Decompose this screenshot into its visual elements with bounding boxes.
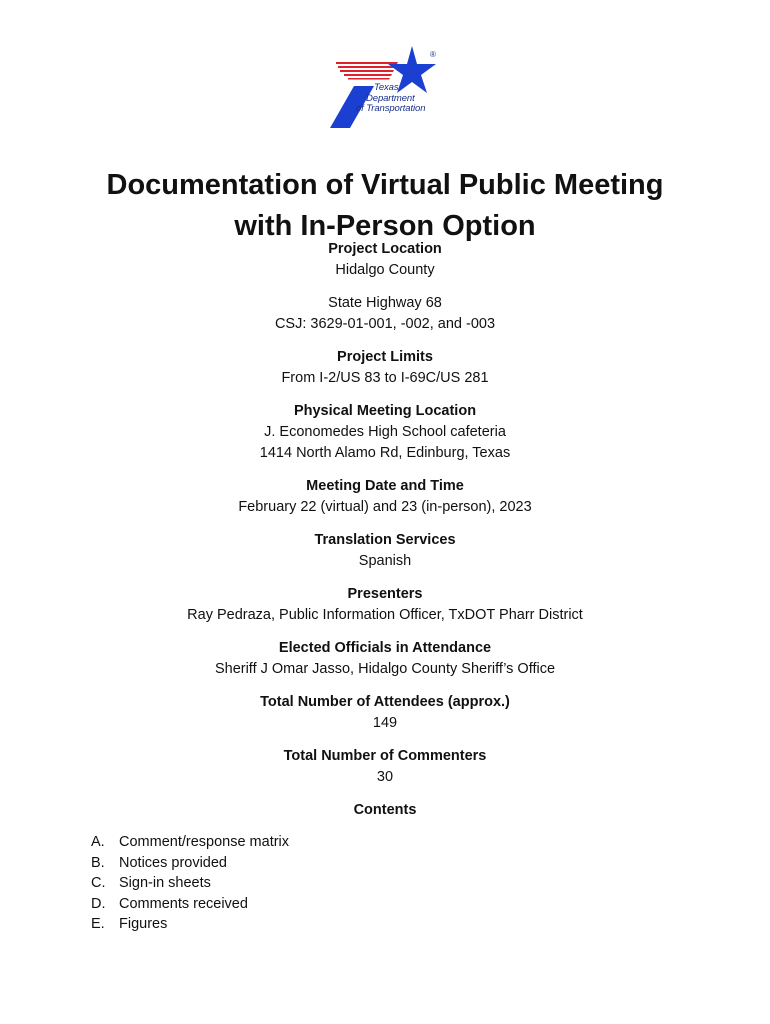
meeting-date-section <box>0 476 770 518</box>
attendees-value: 149 <box>372 715 398 731</box>
elected-officials-section <box>0 638 770 680</box>
list-item-text: Comment/response matrix <box>119 834 290 850</box>
list-item-text: Sign-in sheets <box>119 875 211 892</box>
list-item <box>91 853 289 874</box>
meeting-date-label: Meeting Date and Time <box>306 478 464 494</box>
contents-heading-section <box>0 800 770 821</box>
logo-line-1: Texas <box>374 82 399 93</box>
attendees-section <box>0 692 770 734</box>
presenters-label: Presenters <box>347 586 423 602</box>
presenters-value: Ray Pedraza, Public Information Officer, TxDOT Pharr District <box>187 607 583 623</box>
list-item <box>91 914 289 935</box>
txdot-logo <box>326 42 444 130</box>
physical-location-line-2: 1414 North Alamo Rd, Edinburg, Texas <box>259 445 511 461</box>
commenters-label: Total Number of Commenters <box>283 748 487 764</box>
logo-line-3: of Transportation <box>356 103 426 114</box>
logo-wordmark <box>356 83 425 115</box>
list-item-letter: E. <box>91 916 105 933</box>
project-county: Hidalgo County <box>335 262 435 278</box>
presenters-section <box>0 584 770 626</box>
list-item <box>91 894 289 915</box>
meeting-date-value: February 22 (virtual) and 23 (in-person), 2023 <box>238 499 532 515</box>
list-item <box>91 873 289 894</box>
commenters-section <box>0 746 770 788</box>
logo-line-2: Department <box>366 92 415 104</box>
list-item-letter: D. <box>91 895 106 912</box>
attendees-label: Total Number of Attendees (approx.) <box>260 694 510 710</box>
list-item <box>91 832 289 853</box>
contents-label: Contents <box>353 802 417 818</box>
elected-officials-label: Elected Officials in Attendance <box>278 640 492 656</box>
project-location-label: Project Location <box>328 241 442 257</box>
list-item-text: Comments received <box>119 895 248 912</box>
list-item-letter: A. <box>91 834 105 850</box>
project-location-section <box>0 239 770 281</box>
project-limits-label: Project Limits <box>337 349 433 365</box>
physical-location-label: Physical Meeting Location <box>293 403 477 419</box>
project-limits-value: From I-2/US 83 to I-69C/US 281 <box>281 370 489 386</box>
contents-list <box>91 832 289 935</box>
list-item-text: Notices provided <box>119 854 227 871</box>
project-highway: State Highway 68 <box>328 295 442 311</box>
project-csj: CSJ: 3629-01-001, -002, and -003 <box>274 316 496 332</box>
list-item-text: Figures <box>119 916 168 933</box>
translation-value: Spanish <box>358 553 412 569</box>
registered-mark: ® <box>430 50 436 59</box>
title-line-1: Documentation of Virtual Public Meeting <box>106 169 664 202</box>
list-item-letter: C. <box>91 875 106 892</box>
elected-officials-value: Sheriff J Omar Jasso, Hidalgo County Sheriff’s Office <box>214 661 556 677</box>
page-title <box>0 165 770 247</box>
project-limits-section <box>0 347 770 389</box>
physical-location-section <box>0 401 770 464</box>
project-highway-section <box>0 293 770 335</box>
title-line-2: with In-Person Option <box>234 210 536 243</box>
physical-location-line-1: J. Economedes High School cafeteria <box>264 424 506 440</box>
meeting-details <box>0 239 770 821</box>
commenters-value: 30 <box>376 769 394 785</box>
translation-label: Translation Services <box>314 532 456 548</box>
translation-section <box>0 530 770 572</box>
list-item-letter: B. <box>91 854 105 871</box>
